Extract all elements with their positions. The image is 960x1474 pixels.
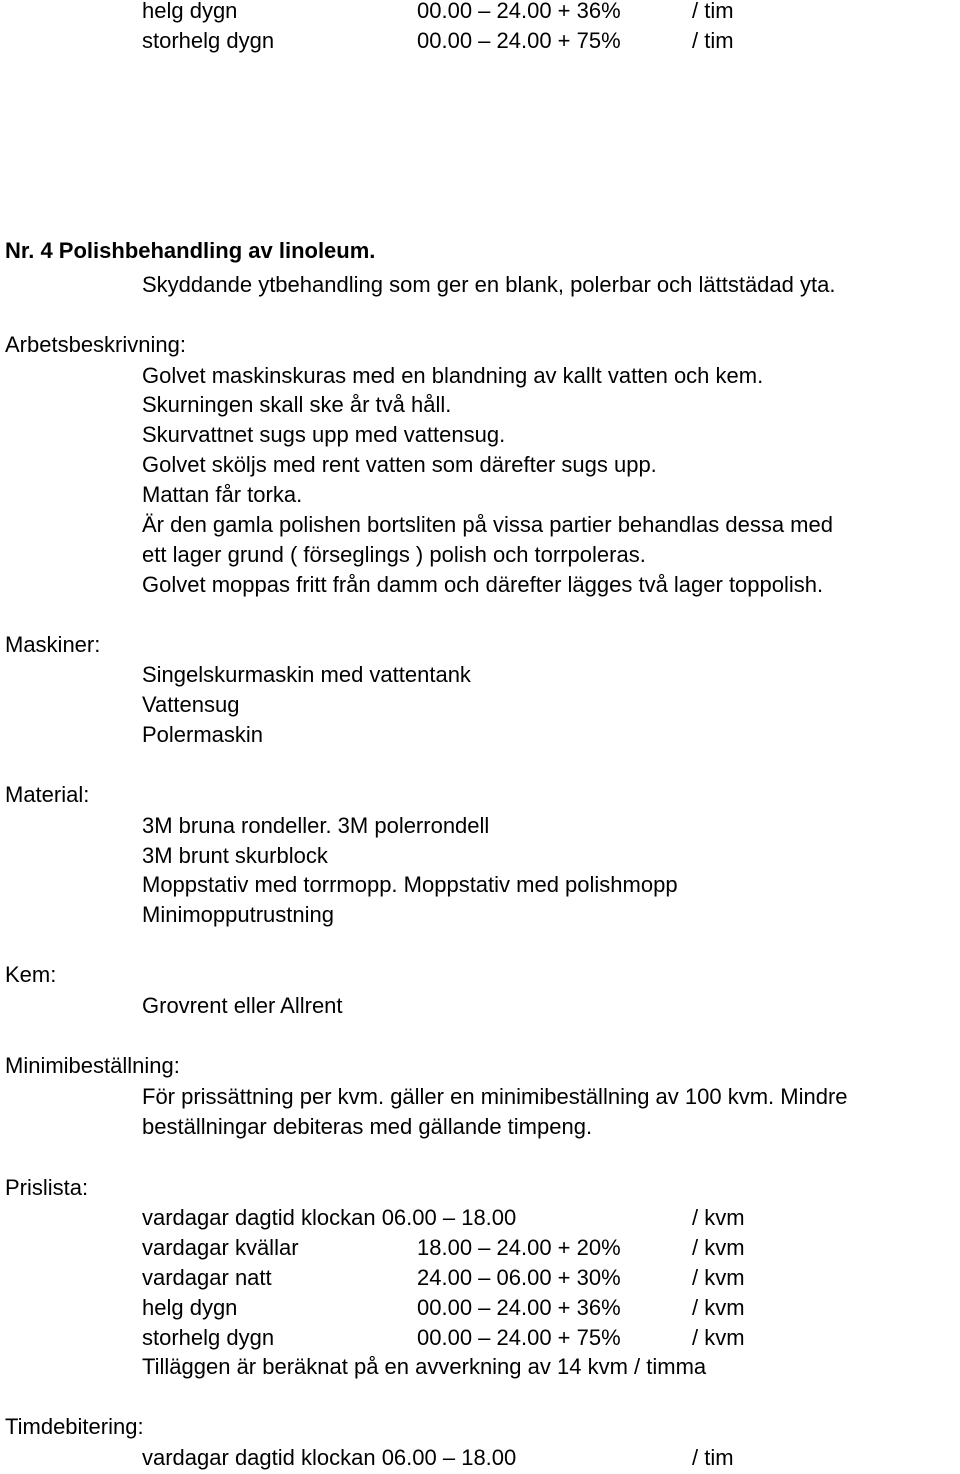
price-unit: / kvm — [692, 1205, 745, 1230]
price-label: helg dygn — [142, 1295, 238, 1320]
material-item: Moppstativ med torrmopp. Moppstativ med polishmopp — [142, 872, 678, 897]
hourly-label: vardagar dagtid klockan 06.00 – 18.00 — [142, 1445, 517, 1470]
machine-item: Polermaskin — [142, 722, 264, 747]
chemical-item: Grovrent eller Allrent — [142, 993, 343, 1018]
machine-item: Vattensug — [142, 692, 240, 717]
heading-maskiner: Maskiner: — [5, 632, 101, 657]
rate-time: 00.00 – 24.00 + 75% — [417, 28, 621, 53]
price-label: vardagar natt — [142, 1265, 272, 1290]
work-line: Golvet sköljs med rent vatten som därefter sugs upp. — [142, 452, 657, 477]
heading-kem: Kem: — [5, 962, 57, 987]
section-subtitle: Skyddande ytbehandling som ger en blank, polerbar och lättstädad yta. — [142, 272, 836, 297]
work-line: Golvet maskinskuras med en blandning av kallt vatten och kem. — [142, 363, 764, 388]
price-time: 00.00 – 24.00 + 36% — [417, 1295, 621, 1320]
work-line: Mattan får torka. — [142, 482, 303, 507]
price-unit: / kvm — [692, 1295, 745, 1320]
heading-prislista: Prislista: — [5, 1175, 89, 1200]
section-title: Nr. 4 Polishbehandling av linoleum. — [5, 238, 376, 263]
work-line: ett lager grund ( förseglings ) polish och torrpoleras. — [142, 542, 646, 567]
machine-item: Singelskurmaskin med vattentank — [142, 662, 471, 687]
price-note: Tilläggen är beräknat på en avverkning av 14 kvm / timma — [142, 1354, 707, 1379]
heading-timdebitering: Timdebitering: — [5, 1414, 144, 1439]
heading-arbetsbeskrivning: Arbetsbeskrivning: — [5, 332, 186, 357]
price-unit: / kvm — [692, 1325, 745, 1350]
hourly-unit: / tim — [692, 1445, 734, 1470]
rate-label: storhelg dygn — [142, 28, 275, 53]
min-order-line: beställningar debiteras med gällande timpeng. — [142, 1114, 593, 1139]
min-order-line: För prissättning per kvm. gäller en minimibeställning av 100 kvm. Mindre — [142, 1084, 848, 1109]
heading-material: Material: — [5, 782, 90, 807]
work-line: Skurvattnet sugs upp med vattensug. — [142, 422, 506, 447]
work-line: Är den gamla polishen bortsliten på vissa partier behandlas dessa med — [142, 512, 833, 537]
price-label: vardagar kvällar — [142, 1235, 299, 1260]
rate-unit: / tim — [692, 0, 734, 23]
price-label: storhelg dygn — [142, 1325, 275, 1350]
price-unit: / kvm — [692, 1265, 745, 1290]
heading-minimibestallning: Minimibeställning: — [5, 1053, 180, 1078]
price-label: vardagar dagtid klockan 06.00 – 18.00 — [142, 1205, 517, 1230]
rate-time: 00.00 – 24.00 + 36% — [417, 0, 621, 23]
work-line: Golvet moppas fritt från damm och därefter lägges två lager toppolish. — [142, 572, 824, 597]
price-time: 18.00 – 24.00 + 20% — [417, 1235, 621, 1260]
price-time: 24.00 – 06.00 + 30% — [417, 1265, 621, 1290]
work-line: Skurningen skall ske år två håll. — [142, 392, 452, 417]
price-time: 00.00 – 24.00 + 75% — [417, 1325, 621, 1350]
rate-label: helg dygn — [142, 0, 238, 23]
material-item: Minimopputrustning — [142, 902, 334, 927]
material-item: 3M bruna rondeller. 3M polerrondell — [142, 813, 490, 838]
rate-unit: / tim — [692, 28, 734, 53]
material-item: 3M brunt skurblock — [142, 843, 328, 868]
price-unit: / kvm — [692, 1235, 745, 1260]
